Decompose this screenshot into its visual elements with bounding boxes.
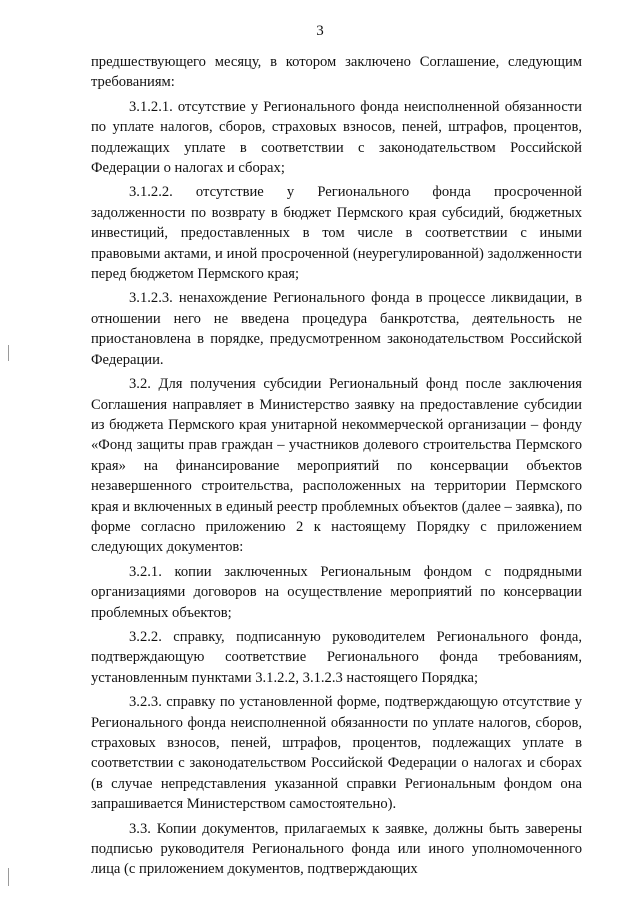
- paragraph-3-1-2-2: 3.1.2.2. отсутствие у Регионального фонда просроченной задолженности по возврату в бюджет Пермского края субсидий, бюджетных инвестиций, предоставленных в том числе в соответствии с иными правовыми актами, и иной просроченной (неурегулированной) задолженности перед бюджетом Пермского края;: [91, 184, 582, 283]
- scan-margin-mark: [8, 345, 9, 361]
- paragraph-3-2: 3.2. Для получения субсидии Региональный фонд после заключения Соглашения направляет в Министерство заявку на предоставление субсидии из бюджета Пермского края унитарной некоммерческой организации – фонду «Фонд защиты прав граждан – участников долевого строительства Пермского края» на финансирование мероприятий по консервации объектов незавершенного строительства, расположенных на территории Пермского края и включенных в единый реестр проблемных объектов (далее – заявка), по форме согласно приложению 2 к настоящему Порядку с приложением следующих документов:: [91, 376, 582, 556]
- paragraph-3-2-2: 3.2.2. справку, подписанную руководителем Регионального фонда, подтверждающую соответствие Регионального фонда требованиям, установленным пунктами 3.1.2.2, 3.1.2.3 настоящего Порядка;: [91, 628, 582, 686]
- paragraph-3-2-1: 3.2.1. копии заключенных Региональным фондом с подрядными организациями договоров на осуществление мероприятий по консервации проблемных объектов;: [91, 563, 582, 621]
- scan-margin-mark: [8, 868, 9, 886]
- paragraph-3-3: 3.3. Копии документов, прилагаемых к заявке, должны быть заверены подписью руководителя Регионального фонда или иного уполномоченного лица (с приложением документов, подтверждающих: [91, 820, 582, 878]
- page-number: 3: [316, 23, 324, 39]
- paragraph-3-1-2-1: 3.1.2.1. отсутствие у Регионального фонда неисполненной обязанности по уплате налогов, сборов, страховых взносов, пеней, штрафов, процентов, подлежащих уплате в соответствии с законодательством Российской Федерации о налогах и сборах;: [91, 98, 582, 177]
- paragraph-3-1-2-3: 3.1.2.3. ненахождение Регионального фонда в процессе ликвидации, в отношении него не введена процедура банкротства, деятельность не приостановлена в порядке, предусмотренном законодательством Российской Федерации.: [91, 290, 582, 368]
- paragraph-3-2-3: 3.2.3. справку по установленной форме, подтверждающую отсутствие у Регионального фонда неисполненной обязанности по уплате налогов, сборов, страховых взносов, пеней, штрафов, процентов, подлежащих уплате в соответствии с законодательством Российской Федерации о налогах и сборах (в случае непредставления указанной справки Региональным фондом она запрашивается Министерством самостоятельно).: [91, 694, 582, 813]
- document-body: [91, 52, 582, 880]
- paragraph-continuation: предшествующего месяцу, в котором заключено Соглашение, следующим требованиям:: [91, 54, 582, 91]
